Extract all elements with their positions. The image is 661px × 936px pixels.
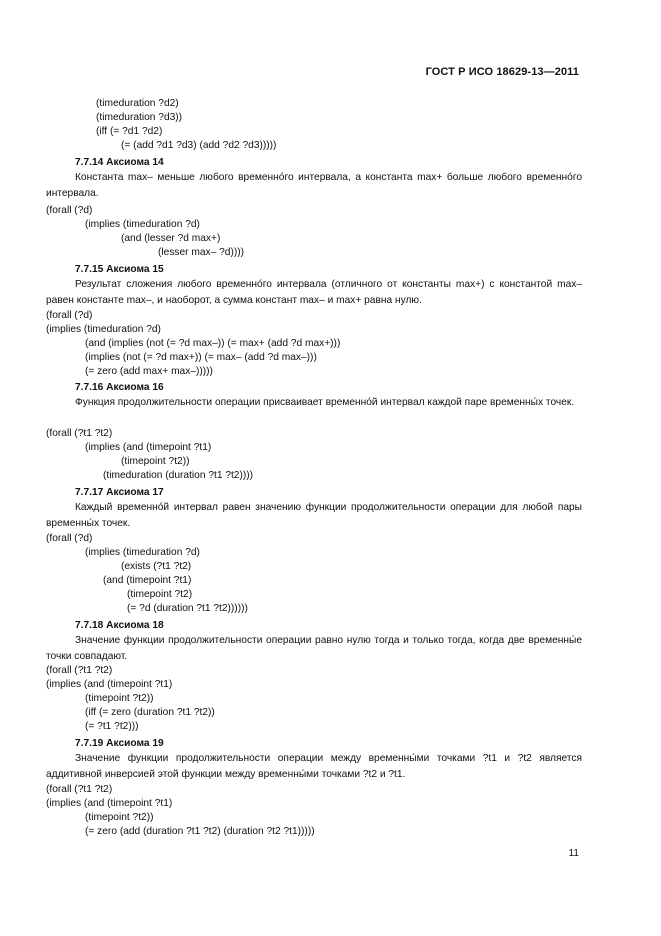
- code-line: (forall (?d): [46, 533, 93, 544]
- code-line: (implies (and (timepoint ?t1): [85, 442, 212, 453]
- section-heading: 7.7.17 Аксиома 17: [75, 487, 164, 498]
- section-text: Каждый временно́й интервал равен значению функции продолжительности операции для любой пары временны́х точек.: [46, 502, 582, 529]
- document-header: ГОСТ Р ИСО 18629-13—2011: [425, 66, 579, 78]
- section-heading: 7.7.19 Аксиома 19: [75, 738, 164, 749]
- code-line: (lesser max– ?d)))): [158, 247, 245, 258]
- code-line: (= zero (add (duration ?t1 ?t2) (duration ?t2 ?t1))))): [85, 826, 315, 837]
- code-line: (timepoint ?t2)): [85, 812, 154, 823]
- code-line: (implies (timeduration ?d): [46, 324, 161, 335]
- code-line: (forall (?t1 ?t2): [46, 428, 113, 439]
- code-line: (timeduration ?d2): [96, 98, 179, 109]
- code-line: (exists (?t1 ?t2): [121, 561, 192, 572]
- code-line: (timepoint ?t2)): [121, 456, 190, 467]
- code-line: (and (timepoint ?t1): [103, 575, 192, 586]
- code-line: (forall (?t1 ?t2): [46, 665, 113, 676]
- code-line: (implies (and (timepoint ?t1): [46, 679, 173, 690]
- code-line: (and (lesser ?d max+): [121, 233, 221, 244]
- code-line: (iff (= ?d1 ?d2): [96, 126, 163, 137]
- code-line: (implies (timeduration ?d): [85, 547, 200, 558]
- code-line: (implies (not (= ?d max+)) (= max– (add ?d max–))): [85, 352, 317, 363]
- code-line: (forall (?d): [46, 310, 93, 321]
- code-line: (= ?t1 ?t2))): [85, 721, 139, 732]
- code-line: (implies (and (timepoint ?t1): [46, 798, 173, 809]
- code-line: (and (implies (not (= ?d max–)) (= max+ (add ?d max+))): [85, 338, 341, 349]
- code-line: (timeduration ?d3)): [96, 112, 183, 123]
- code-line: (timepoint ?t2)): [85, 693, 154, 704]
- code-line: (= ?d (duration ?t1 ?t2)))))): [127, 603, 248, 614]
- code-line: (= (add ?d1 ?d3) (add ?d2 ?d3))))): [121, 140, 277, 151]
- section-heading: 7.7.18 Аксиома 18: [75, 620, 164, 631]
- code-line: (implies (timeduration ?d): [85, 219, 200, 230]
- section-heading: 7.7.16 Аксиома 16: [75, 382, 164, 393]
- code-line: (forall (?d): [46, 205, 93, 216]
- code-line: (= zero (add max+ max–))))): [85, 366, 213, 377]
- section-text: Функция продолжительности операции присваивает временно́й интервал каждой паре временны́х точек.: [75, 397, 575, 408]
- code-line: (iff (= zero (duration ?t1 ?t2)): [85, 707, 215, 718]
- code-line: (timepoint ?t2): [127, 589, 193, 600]
- page-number: 11: [568, 848, 579, 859]
- section-heading: 7.7.14 Аксиома 14: [75, 157, 164, 168]
- section-text: Константа max– меньше любого временно́го интервала, а константа max+ больше любого временно́го интервала.: [46, 172, 582, 199]
- section-text: Результат сложения любого временно́го интервала (отличного от константы max+) с константой max– равен константе max–, и наоборот, а сумма констант max– и max+ равна нулю.: [46, 279, 582, 306]
- section-heading: 7.7.15 Аксиома 15: [75, 264, 164, 275]
- section-text: Значение функции продолжительности операции между временны́ми точками ?t1 и ?t2 является аддитивной инверсией этой функции между временны́ми точками ?t2 и ?t1.: [46, 753, 582, 780]
- section-text: Значение функции продолжительности операции равно нулю тогда и только тогда, когда две временны́е точки совпадают.: [46, 635, 582, 662]
- code-line: (forall (?t1 ?t2): [46, 784, 113, 795]
- code-line: (timeduration (duration ?t1 ?t2)))): [103, 470, 254, 481]
